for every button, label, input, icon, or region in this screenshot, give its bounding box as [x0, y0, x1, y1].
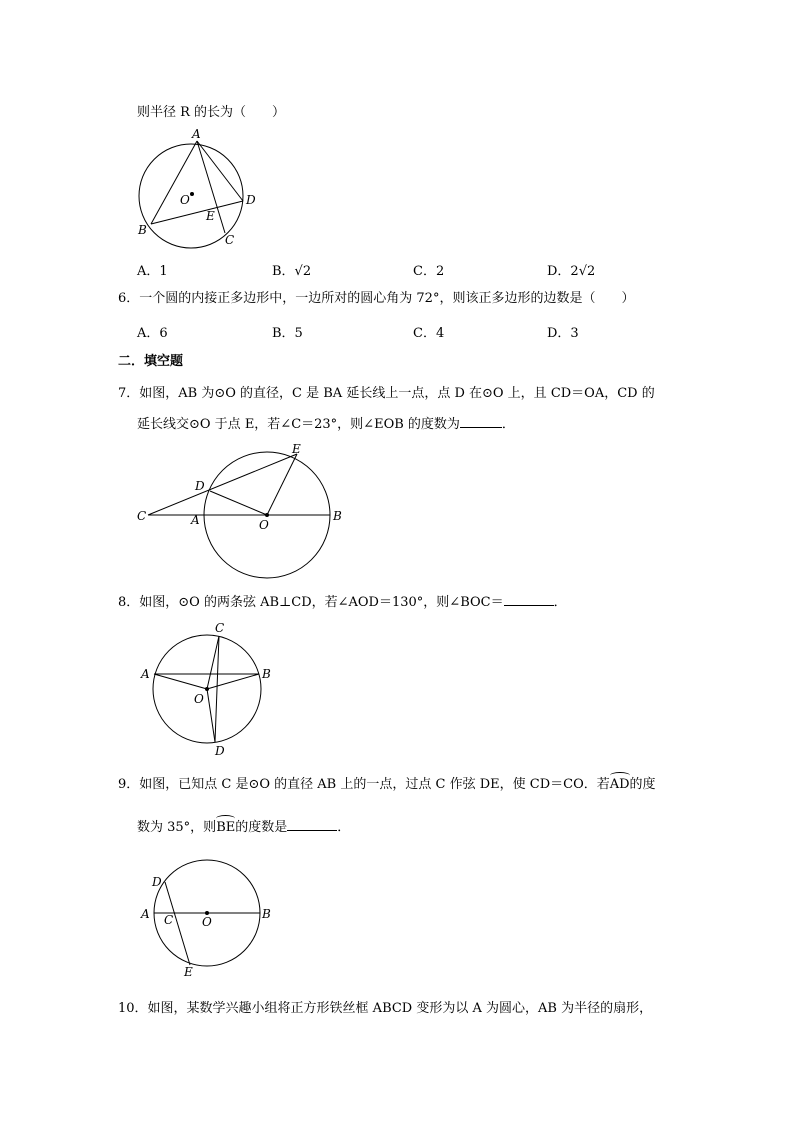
q9-label-c: C: [164, 913, 174, 927]
q7-answer-blank: [460, 415, 502, 428]
q8-label-b: B: [262, 667, 271, 681]
q5-label-d: D: [246, 193, 256, 207]
q8-label-d: D: [215, 744, 225, 758]
q7-line1: 7．如图，AB 为⊙O 的直径，C 是 BA 延长线上一点，点 D 在⊙O 上，且 CD＝OA，CD 的: [118, 386, 655, 401]
q8-label-c: C: [215, 621, 225, 635]
q7-line2-text: 延长线交⊙O 于点 E，若∠C＝23°，则∠EOB 的度数为: [137, 417, 460, 432]
q6-option-c: C．4: [413, 326, 445, 341]
q8-figure: [138, 620, 278, 760]
q5-option-b: B．√2: [272, 264, 312, 279]
q9-line1a: 9．如图，已知点 C 是⊙O 的直径 AB 上的一点，过点 C 作弦 DE，使 CD＝CO．若: [118, 777, 610, 792]
q9-label-a: A: [141, 907, 150, 921]
q9-arc-be: BE: [216, 820, 236, 835]
q6-option-b: B．5: [272, 326, 303, 341]
q9-label-d: D: [152, 875, 162, 889]
section-title: 二．填空题: [118, 354, 184, 369]
q9-answer-blank: [287, 818, 337, 831]
q5-option-d: D．2√2: [547, 264, 596, 279]
q5-label-b: B: [138, 223, 147, 237]
q10-line1: 10．如图，某数学兴趣小组将正方形铁丝框 ABCD 变形为以 A 为圆心，AB 为半径的扇形，: [118, 1001, 653, 1016]
q9-line2a: 数为 35°，则: [137, 820, 217, 835]
q7-label-e: E: [292, 442, 301, 456]
q8-answer-blank: [504, 593, 554, 606]
q9-label-o: O: [202, 915, 212, 929]
q5-option-c: C．2: [413, 264, 445, 279]
q8-end: ．: [553, 595, 567, 610]
q9-label-e: E: [184, 965, 193, 979]
q6-option-d: D．3: [547, 326, 579, 341]
q9-figure: [138, 858, 278, 983]
q7-label-o: O: [259, 518, 269, 532]
q8-line1-text: 8．如图，⊙O 的两条弦 AB⊥CD，若∠AOD＝130°，则∠BOC＝: [118, 595, 504, 610]
q9-line2b: 的度数是: [235, 820, 288, 835]
q8-label-o: O: [194, 692, 204, 706]
q9-line2: [137, 818, 350, 837]
q5-label-o: O: [180, 193, 190, 207]
q7-label-a: A: [191, 513, 200, 527]
q7-end: ．: [501, 417, 515, 432]
q7-label-b: B: [333, 509, 342, 523]
q8-label-a: A: [141, 667, 150, 681]
q5-label-e: E: [206, 209, 215, 223]
q5-option-a: A．1: [137, 264, 168, 279]
q9-line1b: 的度: [629, 777, 656, 792]
q9-label-b: B: [262, 907, 271, 921]
q6-option-a: A．6: [137, 326, 168, 341]
q5-label-c: C: [225, 233, 235, 247]
q5-label-a: A: [192, 127, 201, 141]
q8-line1: [118, 593, 567, 612]
q7-figure: [134, 440, 354, 570]
q9-end: ．: [337, 820, 351, 835]
q7-line2: [137, 415, 515, 434]
q5-stem: 则半径 R 的长为（ ）: [137, 105, 286, 120]
q6-stem: 6．一个圆的内接正多边形中，一边所对的圆心角为 72°，则该正多边形的边数是（ ）: [118, 291, 635, 306]
q7-label-d: D: [195, 479, 205, 493]
q9-arc-ad: AD: [609, 777, 630, 792]
q9-line1: [118, 776, 656, 794]
q7-label-c: C: [137, 509, 147, 523]
q5-figure: [130, 128, 270, 248]
